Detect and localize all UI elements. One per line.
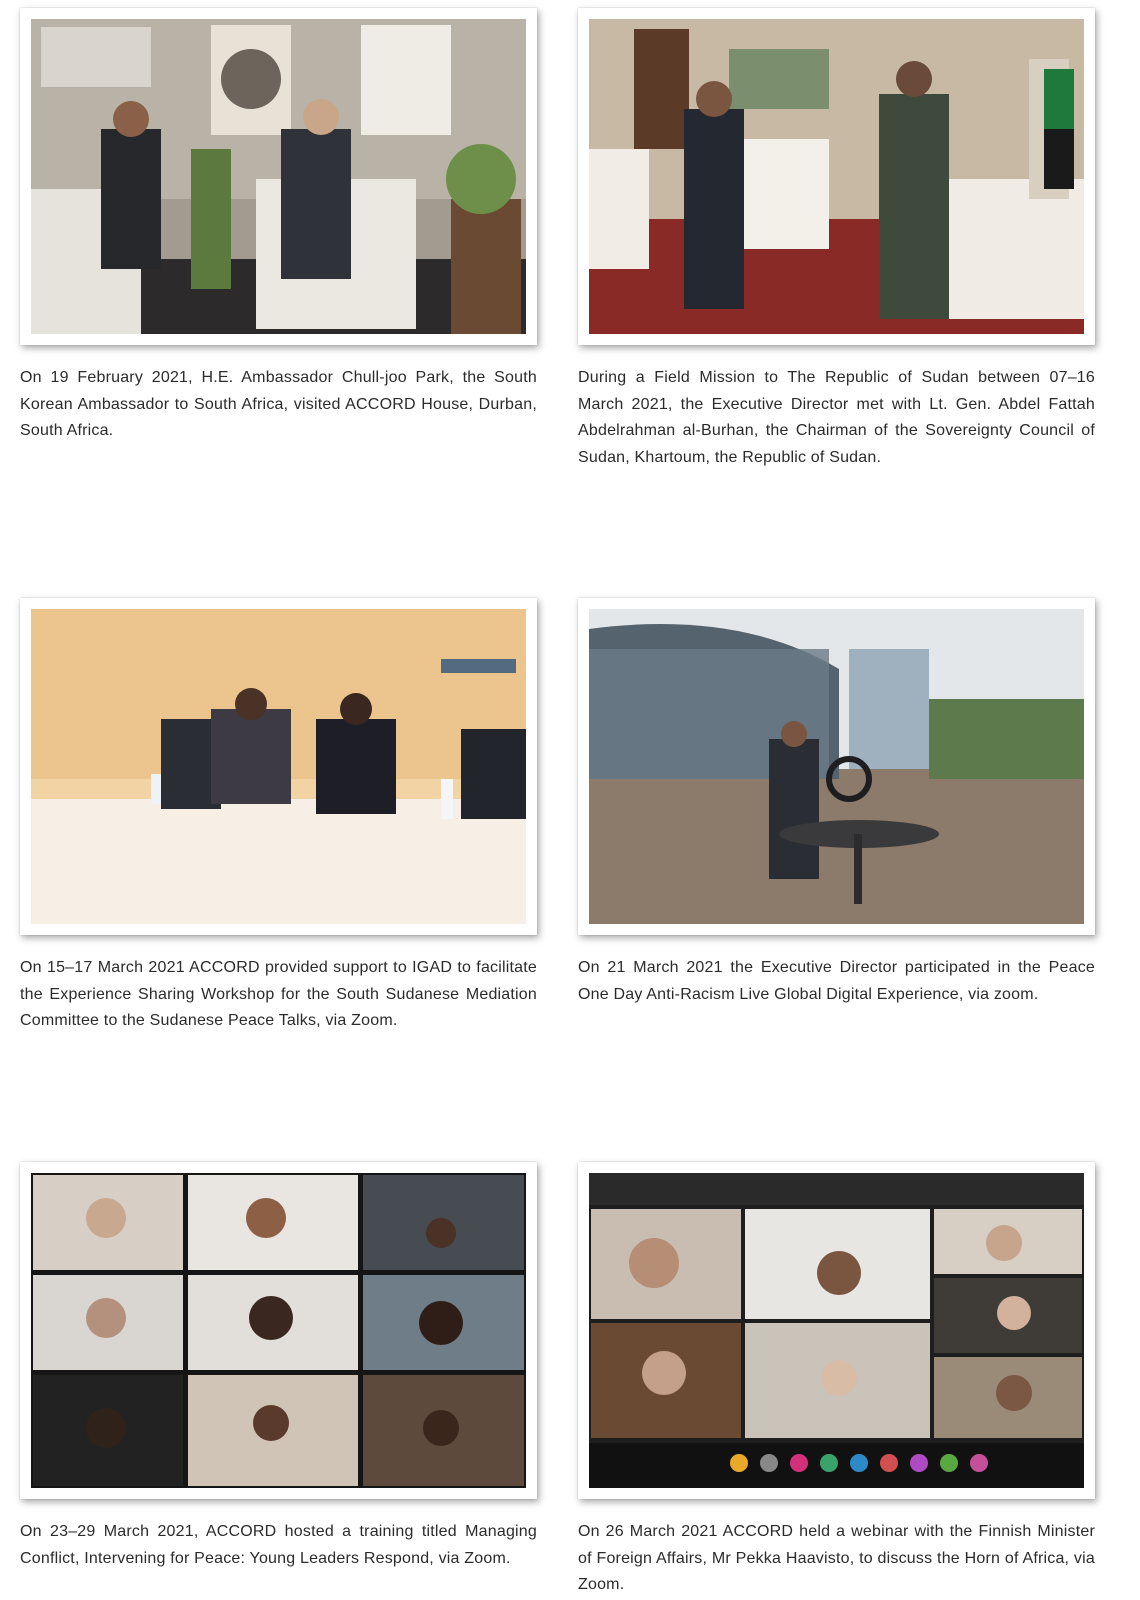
- photo-frame: [578, 1162, 1095, 1499]
- photo-card-1: [20, 8, 537, 445]
- workshop-panel-photo: [31, 609, 526, 924]
- photo-frame: [20, 598, 537, 935]
- outdoor-livestream-photo: [589, 609, 1084, 924]
- photo-frame: [578, 8, 1095, 345]
- photo-caption: On 15–17 March 2021 ACCORD provided support to IGAD to facilitate the Experience Sharing Workshop for the South Sudanese Mediation Committee to the Sudanese Peace Talks, via Zoom.: [20, 959, 537, 1029]
- webinar-grid-photo: [589, 1173, 1084, 1488]
- photo-card-4: [578, 598, 1095, 1008]
- official-meeting-photo: [589, 19, 1084, 334]
- photo-frame: [20, 8, 537, 345]
- meeting-lounge-photo: [31, 19, 526, 334]
- zoom-grid-photo: [31, 1173, 526, 1488]
- photo-caption: On 21 March 2021 the Executive Director participated in the Peace One Day Anti-Racism Live Global Digital Experience, via zoom.: [578, 959, 1095, 1003]
- photo-caption: During a Field Mission to The Republic of Sudan between 07–16 March 2021, the Executive Director met with Lt. Gen. Abdel Fattah Abdelrahman al-Burhan, the Chairman of the Sovereignty Council of Sudan, Khartoum, the Republic of Sudan.: [578, 369, 1095, 466]
- photo-card-5: [20, 1162, 537, 1572]
- photo-card-2: [578, 8, 1095, 471]
- photo-frame: [578, 598, 1095, 935]
- photo-caption: On 26 March 2021 ACCORD held a webinar with the Finnish Minister of Foreign Affairs, Mr Pekka Haavisto, to discuss the Horn of Africa, via Zoom.: [578, 1523, 1095, 1593]
- photo-card-6: [578, 1162, 1095, 1599]
- photo-card-3: [20, 598, 537, 1035]
- photo-frame: [20, 1162, 537, 1499]
- photo-caption: On 23–29 March 2021, ACCORD hosted a training titled Managing Conflict, Intervening for Peace: Young Leaders Respond, via Zoom.: [20, 1523, 537, 1567]
- photo-caption: On 19 February 2021, H.E. Ambassador Chull-joo Park, the South Korean Ambassador to South Africa, visited ACCORD House, Durban, South Africa.: [20, 369, 537, 439]
